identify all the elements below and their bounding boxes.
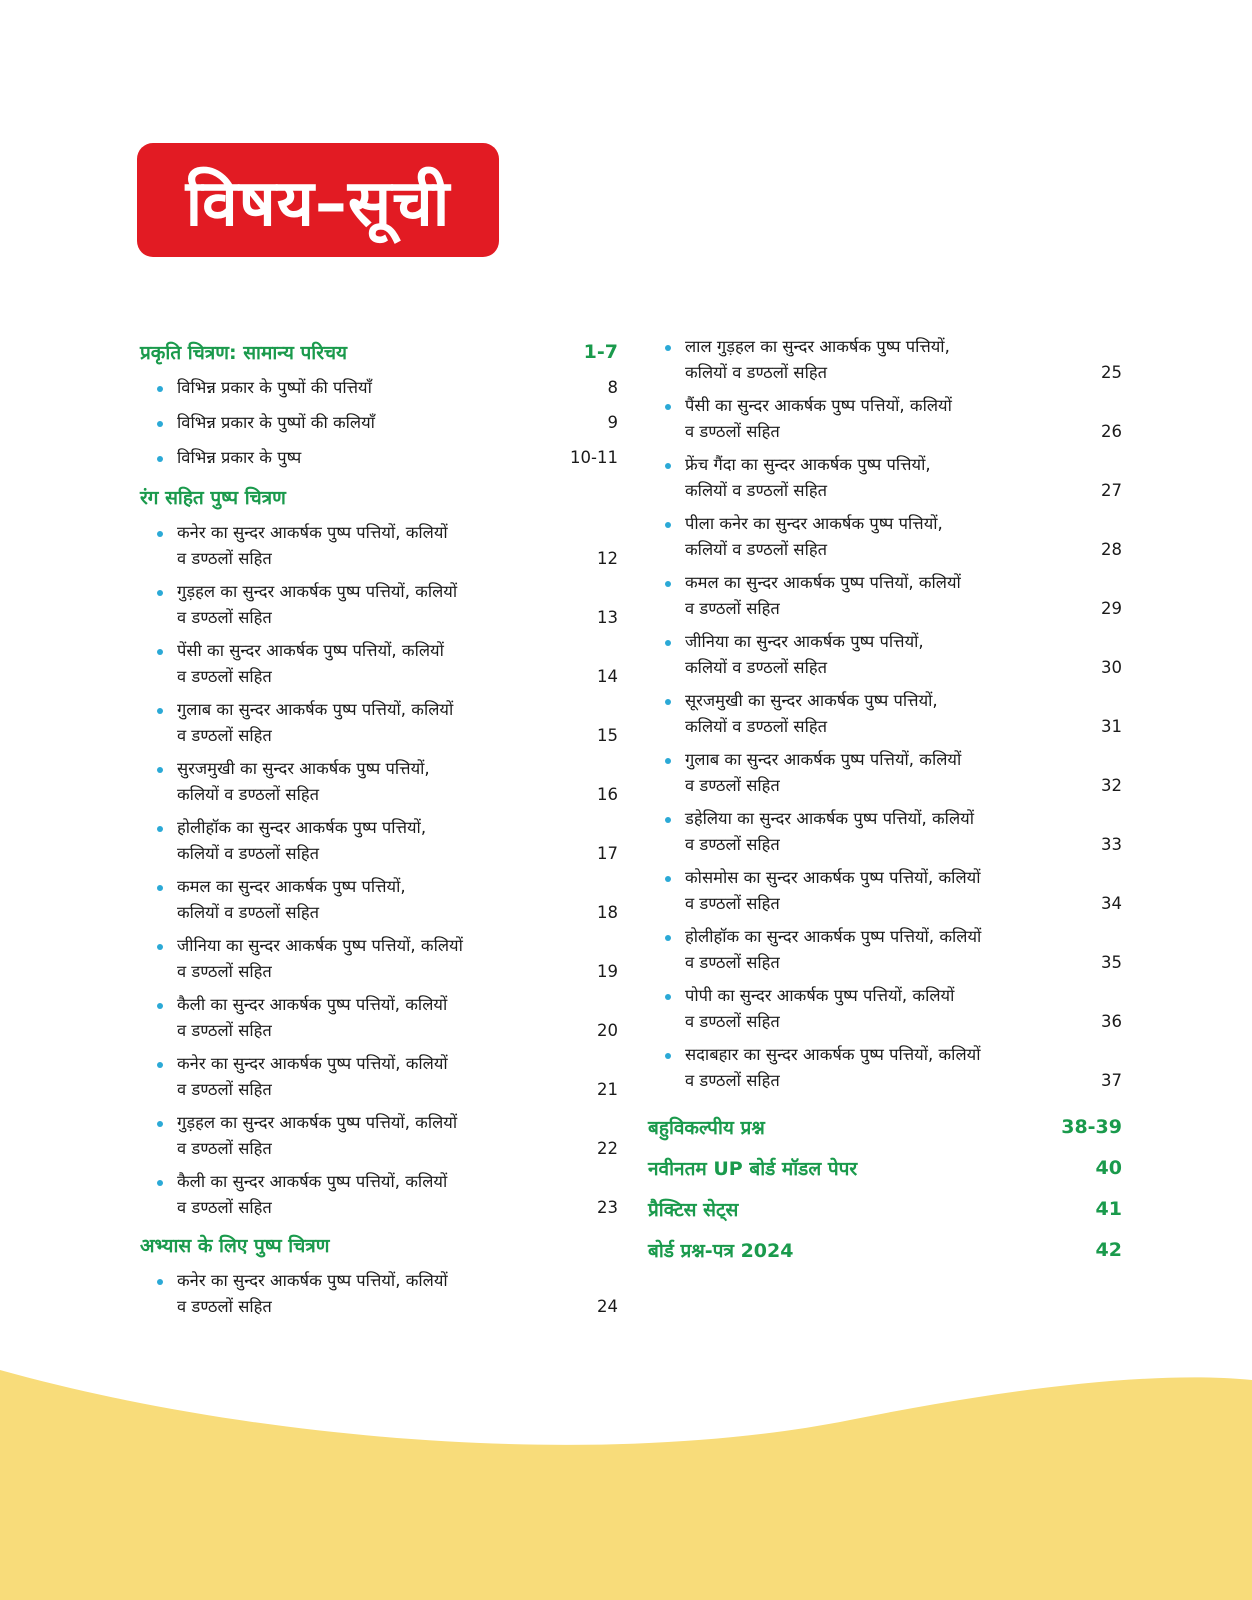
item-page: 9	[607, 413, 618, 432]
item-page: 26	[1101, 422, 1122, 441]
toc-item[interactable]	[140, 520, 618, 572]
item-page: 21	[597, 1080, 618, 1099]
item-text-line-1: सदाबहार का सुन्दर आकर्षक पुष्प पत्तियों, कलियों	[685, 1045, 981, 1064]
item-text-line-2: व डण्ठलों सहित	[177, 1198, 272, 1217]
item-page: 30	[1101, 658, 1122, 677]
item-text-line-2: कलियों व डण्ठलों सहित	[177, 903, 320, 922]
toc-item[interactable]	[140, 697, 618, 749]
item-text-line-1: कमल का सुन्दर आकर्षक पुष्प पत्तियों,	[177, 877, 406, 896]
item-text-line-2: व डण्ठलों सहित	[685, 599, 780, 618]
item-page: 36	[1101, 1012, 1122, 1031]
bullet-icon	[157, 531, 163, 537]
item-page: 34	[1101, 894, 1122, 913]
toc-item[interactable]	[140, 638, 618, 690]
bullet-icon	[157, 1279, 163, 1285]
item-text-line-2: कलियों व डण्ठलों सहित	[685, 717, 828, 736]
bullet-icon	[665, 876, 671, 882]
item-text-line-1: कोसमोस का सुन्दर आकर्षक पुष्प पत्तियों, कलियों	[685, 868, 981, 887]
item-text-line-1: कमल का सुन्दर आकर्षक पुष्प पत्तियों, कलियों	[685, 573, 961, 592]
item-text-line-2: कलियों व डण्ठलों सहित	[177, 844, 320, 863]
item-text-line-1: पोपी का सुन्दर आकर्षक पुष्प पत्तियों, कलियों	[685, 986, 955, 1005]
section-title: नवीनतम UP बोर्ड मॉडल पेपर	[648, 1157, 858, 1180]
bullet-icon	[157, 590, 163, 596]
item-text-line-2: व डण्ठलों सहित	[685, 953, 780, 972]
section-heading[interactable]	[648, 1188, 1122, 1229]
bullet-icon	[665, 758, 671, 764]
section-page: 42	[1095, 1238, 1122, 1261]
section-heading[interactable]	[648, 1229, 1122, 1270]
toc-item[interactable]	[648, 688, 1122, 740]
toc-item[interactable]	[140, 992, 618, 1044]
bullet-icon	[157, 885, 163, 891]
item-page: 8	[607, 378, 618, 397]
item-text-line-2: कलियों व डण्ठलों सहित	[685, 658, 828, 677]
toc-right-column	[648, 334, 1122, 1270]
item-text: विभिन्न प्रकार के पुष्पों की कलियाँ	[177, 413, 375, 432]
section-heading[interactable]	[140, 335, 618, 369]
item-page: 15	[597, 726, 618, 745]
bullet-icon	[157, 421, 163, 427]
item-text-line-2: व डण्ठलों सहित	[177, 1297, 272, 1316]
item-text-line-2: व डण्ठलों सहित	[685, 835, 780, 854]
item-page: 25	[1101, 363, 1122, 382]
bullet-icon	[157, 944, 163, 950]
bullet-icon	[665, 699, 671, 705]
toc-item[interactable]	[648, 806, 1122, 858]
section-title: बोर्ड प्रश्न-पत्र 2024	[648, 1239, 794, 1262]
item-text-line-2: व डण्ठलों सहित	[685, 776, 780, 795]
item-page: 10-11	[570, 448, 618, 467]
item-text-line-1: गुड़हल का सुन्दर आकर्षक पुष्प पत्तियों, कलियों	[177, 582, 458, 601]
item-text-line-2: व डण्ठलों सहित	[685, 422, 780, 441]
item-page: 23	[597, 1198, 618, 1217]
toc-item[interactable]	[140, 375, 618, 401]
toc-item[interactable]	[648, 924, 1122, 976]
toc-item[interactable]	[648, 1042, 1122, 1094]
item-text-line-1: पैंसी का सुन्दर आकर्षक पुष्प पत्तियों, कलियों	[685, 396, 952, 415]
toc-item[interactable]	[648, 393, 1122, 445]
section-page: 40	[1095, 1156, 1122, 1179]
section-heading[interactable]	[648, 1106, 1122, 1147]
section-page: 38-39	[1061, 1115, 1122, 1138]
item-page: 29	[1101, 599, 1122, 618]
toc-item[interactable]	[648, 747, 1122, 799]
toc-item[interactable]	[140, 1051, 618, 1103]
bullet-icon	[157, 826, 163, 832]
item-text-line-1: कैली का सुन्दर आकर्षक पुष्प पत्तियों, कलियों	[177, 995, 448, 1014]
item-text-line-1: सुरजमुखी का सुन्दर आकर्षक पुष्प पत्तियों,	[177, 759, 430, 778]
bullet-icon	[665, 345, 671, 351]
toc-item[interactable]	[140, 445, 618, 471]
item-page: 35	[1101, 953, 1122, 972]
page-title: विषय–सूची	[185, 166, 451, 241]
item-text-line-1: गुड़हल का सुन्दर आकर्षक पुष्प पत्तियों, कलियों	[177, 1113, 458, 1132]
item-text-line-2: व डण्ठलों सहित	[177, 1080, 272, 1099]
bullet-icon	[665, 404, 671, 410]
item-text-line-1: पेंसी का सुन्दर आकर्षक पुष्प पत्तियों, कलियों	[177, 641, 444, 660]
item-page: 16	[597, 785, 618, 804]
item-page: 37	[1101, 1071, 1122, 1090]
item-text-line-1: फ्रेंच गैंदा का सुन्दर आकर्षक पुष्प पत्तियों,	[685, 455, 931, 474]
toc-item[interactable]	[140, 756, 618, 808]
item-text-line-1: कनेर का सुन्दर आकर्षक पुष्प पत्तियों, कलियों	[177, 1271, 448, 1290]
item-text-line-2: व डण्ठलों सहित	[177, 1021, 272, 1040]
bullet-icon	[665, 1053, 671, 1059]
item-text-line-1: कनेर का सुन्दर आकर्षक पुष्प पत्तियों, कलियों	[177, 1054, 448, 1073]
toc-item[interactable]	[140, 410, 618, 436]
item-page: 13	[597, 608, 618, 627]
item-text-line-2: कलियों व डण्ठलों सहित	[685, 540, 828, 559]
item-page: 19	[597, 962, 618, 981]
bullet-icon	[665, 994, 671, 1000]
item-text-line-2: कलियों व डण्ठलों सहित	[685, 481, 828, 500]
item-text-line-1: लाल गुड़हल का सुन्दर आकर्षक पुष्प पत्तियों,	[685, 337, 950, 356]
item-text-line-1: जीनिया का सुन्दर आकर्षक पुष्प पत्तियों, कलियों	[177, 936, 463, 955]
item-page: 32	[1101, 776, 1122, 795]
toc-item[interactable]	[648, 629, 1122, 681]
item-page: 14	[597, 667, 618, 686]
item-page: 17	[597, 844, 618, 863]
section-page: 41	[1095, 1197, 1122, 1220]
item-page: 27	[1101, 481, 1122, 500]
item-page: 24	[597, 1297, 618, 1316]
item-text-line-2: व डण्ठलों सहित	[685, 894, 780, 913]
section-heading[interactable]	[140, 1228, 618, 1262]
bullet-icon	[157, 1121, 163, 1127]
section-title: प्रैक्टिस सेट्स	[648, 1198, 739, 1221]
item-text-line-1: होलीहॉक का सुन्दर आकर्षक पुष्प पत्तियों,	[177, 818, 427, 837]
section-title: बहुविकल्पीय प्रश्न	[648, 1116, 765, 1139]
toc-item[interactable]	[648, 452, 1122, 504]
item-text-line-1: सूरजमुखी का सुन्दर आकर्षक पुष्प पत्तियों,	[685, 691, 938, 710]
toc-item[interactable]	[648, 511, 1122, 563]
bullet-icon	[157, 708, 163, 714]
toc-item[interactable]	[140, 933, 618, 985]
item-text-line-1: होलीहॉक का सुन्दर आकर्षक पुष्प पत्तियों, कलियों	[685, 927, 982, 946]
item-text-line-2: व डण्ठलों सहित	[685, 1012, 780, 1031]
item-text-line-1: गुलाब का सुन्दर आकर्षक पुष्प पत्तियों, कलियों	[685, 750, 962, 769]
bullet-icon	[157, 649, 163, 655]
item-text-line-2: व डण्ठलों सहित	[177, 608, 272, 627]
toc-item[interactable]	[140, 1110, 618, 1162]
item-text-line-2: व डण्ठलों सहित	[685, 1071, 780, 1090]
toc-item[interactable]	[648, 865, 1122, 917]
toc-item[interactable]	[140, 874, 618, 926]
section-title: रंग सहित पुष्प चित्रण	[140, 487, 286, 509]
bullet-icon	[665, 463, 671, 469]
item-text-line-2: व डण्ठलों सहित	[177, 667, 272, 686]
toc-item[interactable]	[140, 1268, 618, 1320]
section-heading[interactable]	[140, 480, 618, 514]
item-page: 12	[597, 549, 618, 568]
bullet-icon	[665, 581, 671, 587]
item-text-line-1: जीनिया का सुन्दर आकर्षक पुष्प पत्तियों,	[685, 632, 924, 651]
item-page: 33	[1101, 835, 1122, 854]
toc-item[interactable]	[648, 570, 1122, 622]
item-text-line-2: कलियों व डण्ठलों सहित	[177, 785, 320, 804]
bottom-wave-decoration	[0, 1330, 1252, 1600]
item-text-line-2: व डण्ठलों सहित	[177, 549, 272, 568]
section-page: 1-7	[583, 341, 618, 363]
item-text: विभिन्न प्रकार के पुष्पों की पत्तियाँ	[177, 378, 372, 397]
toc-item[interactable]	[140, 579, 618, 631]
bullet-icon	[157, 386, 163, 392]
item-text-line-1: डहेलिया का सुन्दर आकर्षक पुष्प पत्तियों, कलियों	[685, 809, 974, 828]
section-heading[interactable]	[648, 1147, 1122, 1188]
page-title-box	[137, 143, 499, 257]
item-text-line-1: कनेर का सुन्दर आकर्षक पुष्प पत्तियों, कलियों	[177, 523, 448, 542]
item-page: 18	[597, 903, 618, 922]
section-title: अभ्यास के लिए पुष्प चित्रण	[140, 1235, 330, 1257]
bullet-icon	[665, 935, 671, 941]
toc-item[interactable]	[140, 1169, 618, 1221]
bullet-icon	[157, 1062, 163, 1068]
toc-item[interactable]	[648, 983, 1122, 1035]
item-text-line-2: व डण्ठलों सहित	[177, 726, 272, 745]
bullet-icon	[665, 817, 671, 823]
bullet-icon	[157, 1003, 163, 1009]
bullet-icon	[157, 456, 163, 462]
bullet-icon	[157, 767, 163, 773]
bullet-icon	[665, 522, 671, 528]
toc-item[interactable]	[140, 815, 618, 867]
item-text-line-2: व डण्ठलों सहित	[177, 962, 272, 981]
item-page: 20	[597, 1021, 618, 1040]
item-text-line-1: गुलाब का सुन्दर आकर्षक पुष्प पत्तियों, कलियों	[177, 700, 454, 719]
section-title: प्रकृति चित्रण: सामान्य परिचय	[140, 342, 348, 364]
item-page: 28	[1101, 540, 1122, 559]
bullet-icon	[157, 1180, 163, 1186]
bullet-icon	[665, 640, 671, 646]
item-text-line-2: व डण्ठलों सहित	[177, 1139, 272, 1158]
toc-item[interactable]	[648, 334, 1122, 386]
item-text: विभिन्न प्रकार के पुष्प	[177, 448, 302, 467]
item-text-line-1: कैली का सुन्दर आकर्षक पुष्प पत्तियों, कलियों	[177, 1172, 448, 1191]
item-page: 31	[1101, 717, 1122, 736]
item-text-line-2: कलियों व डण्ठलों सहित	[685, 363, 828, 382]
item-page: 22	[597, 1139, 618, 1158]
toc-left-column	[140, 335, 618, 1327]
item-text-line-1: पीला कनेर का सुन्दर आकर्षक पुष्प पत्तियों,	[685, 514, 943, 533]
